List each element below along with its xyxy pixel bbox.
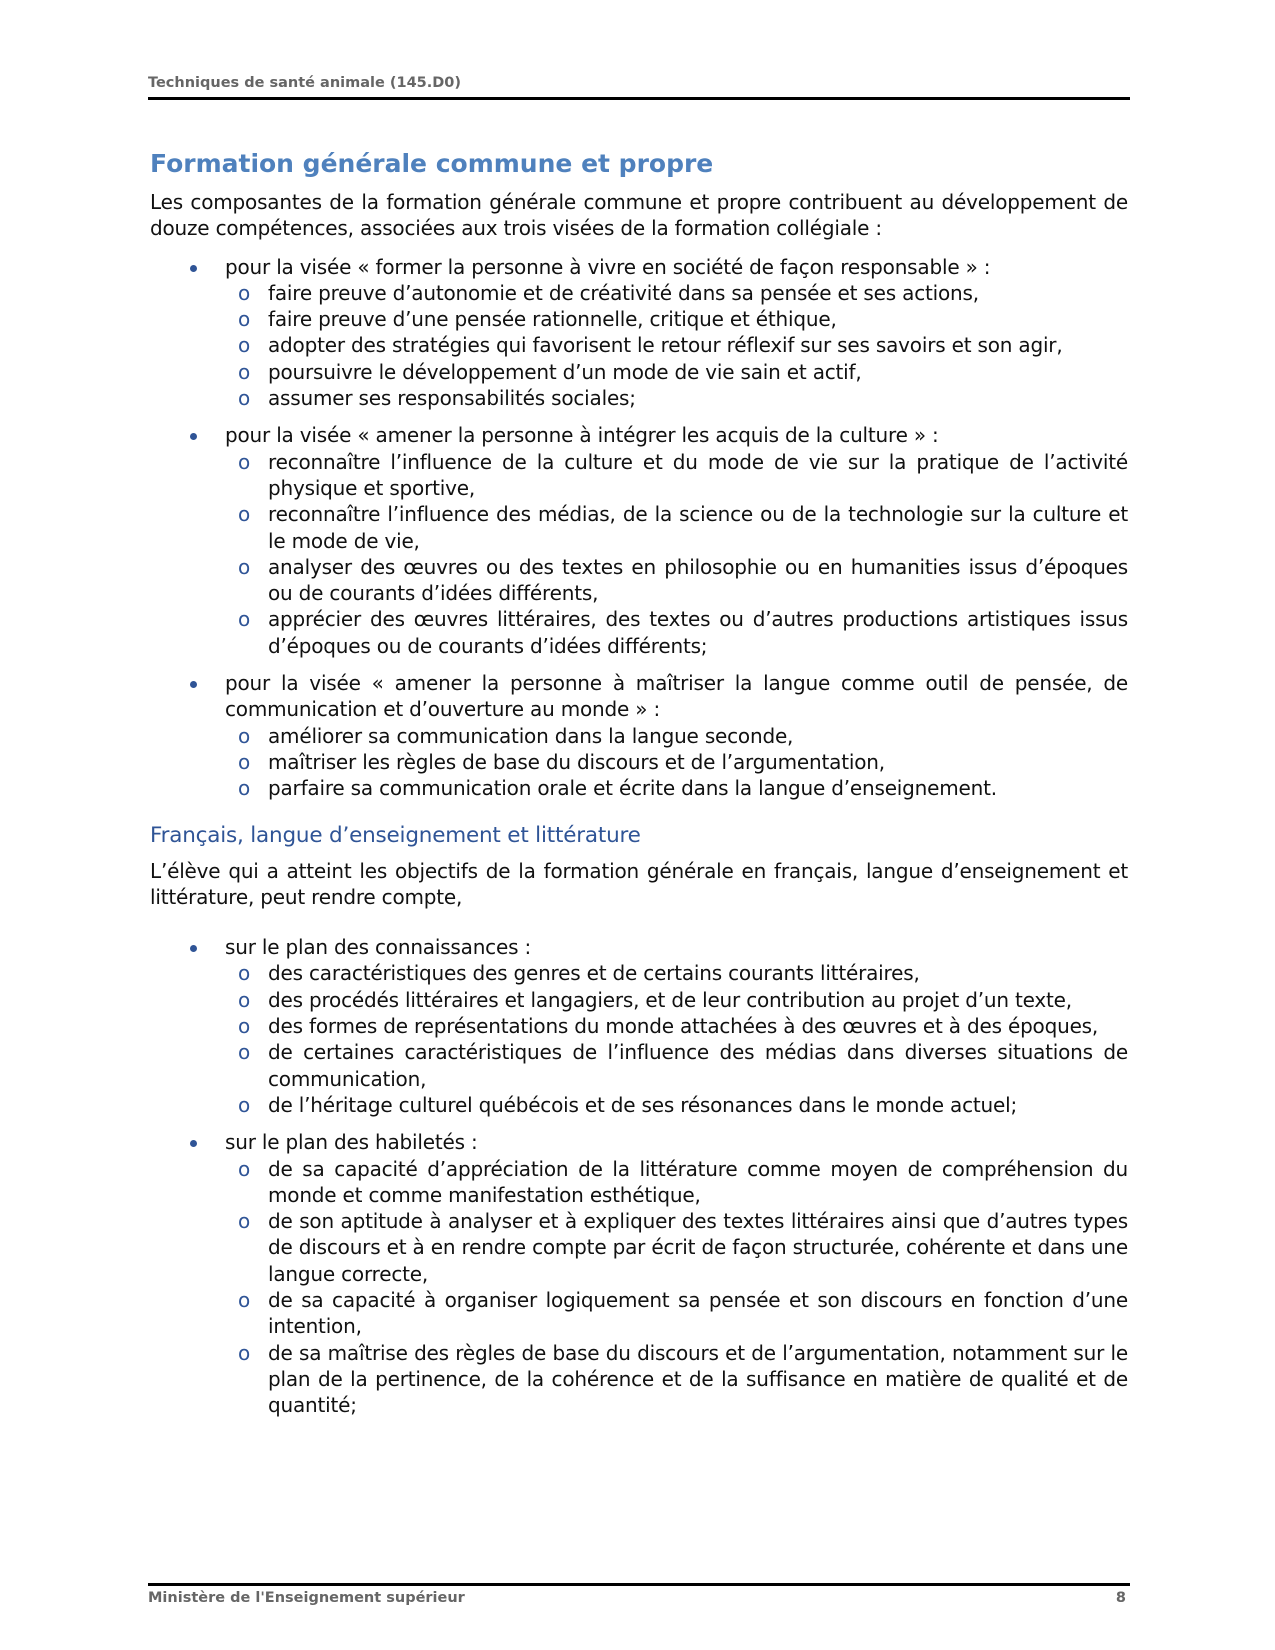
bullet-item	[150, 934, 1128, 1118]
sub-list	[225, 449, 1128, 659]
bullet-icon	[190, 945, 197, 952]
sub-item-text: reconnaître l’influence de la culture et du mode de vie sur la pratique de l’activité physique et sportive,	[268, 449, 1128, 500]
sub-bullet-icon: o	[238, 749, 251, 774]
sub-bullet-icon: o	[238, 1340, 251, 1365]
sub-item-text: de certaines caractéristiques de l’influence des médias dans diverses situations de communication,	[268, 1040, 1128, 1091]
page-number: 8	[1115, 1590, 1126, 1606]
sub-item-text: faire preuve d’autonomie et de créativité dans sa pensée et ses actions,	[268, 280, 979, 305]
bullet-icon	[190, 265, 197, 272]
sub-item-text: de sa capacité d’appréciation de la littérature comme moyen de compréhension du monde et comme manifestation esthétique,	[268, 1156, 1128, 1207]
subsection-intro: L’élève qui a atteint les objectifs de la formation générale en français, langue d’enseignement et littérature, peut rendre compte,	[150, 858, 1128, 909]
section-intro: Les composantes de la formation générale commune et propre contribuent au développement de douze compétences, associées aux trois visées de la formation collégiale :	[150, 190, 1128, 241]
bullet-text: pour la visée « former la personne à vivre en société de façon responsable » :	[225, 254, 991, 279]
sub-item	[225, 1208, 1128, 1287]
bullet-item	[150, 422, 1128, 659]
bullet-icon	[190, 433, 197, 440]
sub-item-text: de sa maîtrise des règles de base du discours et de l’argumentation, notamment sur le plan de la pertinence, de la cohérence et de la suffisance en matière de qualité et de quantité;	[268, 1340, 1128, 1418]
running-header: Techniques de santé animale (145.D0)	[148, 75, 462, 91]
sub-item	[225, 1340, 1128, 1419]
sub-list	[225, 1156, 1128, 1419]
sub-bullet-icon: o	[238, 502, 251, 527]
sub-bullet-icon: o	[238, 280, 251, 305]
bullet-icon	[190, 1140, 197, 1147]
sub-item	[225, 1039, 1128, 1092]
sub-bullet-icon: o	[238, 359, 251, 384]
sub-item-text: des caractéristiques des genres et de certains courants littéraires,	[268, 961, 920, 986]
header-rule	[148, 97, 1130, 100]
sub-bullet-icon: o	[238, 1287, 251, 1312]
sub-bullet-icon: o	[238, 307, 251, 332]
sub-item	[225, 960, 1128, 986]
page-footer	[148, 1590, 1126, 1606]
sub-bullet-icon: o	[238, 449, 251, 474]
sub-bullet-icon: o	[238, 1092, 251, 1117]
sub-item	[225, 554, 1128, 607]
sub-item-text: maîtriser les règles de base du discours et de l’argumentation,	[268, 749, 885, 774]
sub-item	[225, 332, 1128, 358]
sub-item	[225, 1013, 1128, 1039]
sub-bullet-icon: o	[238, 776, 251, 801]
sub-item-text: reconnaître l’influence des médias, de la science ou de la technologie sur la culture et le mode de vie,	[268, 502, 1128, 553]
bullet-text: sur le plan des habiletés :	[225, 1130, 478, 1155]
sub-item	[225, 501, 1128, 554]
sub-list	[225, 280, 1128, 411]
sub-item	[225, 723, 1128, 749]
sub-item	[225, 1156, 1128, 1209]
sub-bullet-icon: o	[238, 987, 251, 1012]
sub-list	[225, 723, 1128, 802]
sub-bullet-icon: o	[238, 554, 251, 579]
section-title: Formation générale commune et propre	[150, 149, 714, 178]
bullet-text: pour la visée « amener la personne à maîtriser la langue comme outil de pensée, de communication et d’ouverture au monde » :	[225, 671, 1128, 722]
sub-bullet-icon: o	[238, 1209, 251, 1234]
sub-item-text: poursuivre le développement d’un mode de vie sain et actif,	[268, 359, 862, 384]
footer-publisher: Ministère de l'Enseignement supérieur	[148, 1590, 465, 1606]
sub-item	[225, 749, 1128, 775]
sub-item-text: de sa capacité à organiser logiquement sa pensée et son discours en fonction d’une intention,	[268, 1287, 1128, 1339]
sub-bullet-icon: o	[238, 1014, 251, 1039]
sub-item-text: améliorer sa communication dans la langue seconde,	[268, 723, 794, 748]
sub-item-text: assumer ses responsabilités sociales;	[268, 386, 636, 411]
sub-bullet-icon: o	[238, 386, 251, 411]
sub-item-text: analyser des œuvres ou des textes en philosophie ou en humanities issus d’époques ou de courants d’idées différents,	[268, 554, 1128, 606]
sub-bullet-icon: o	[238, 333, 251, 358]
sub-list	[225, 960, 1128, 1118]
bullet-icon	[190, 681, 197, 688]
bullet-text: pour la visée « amener la personne à intégrer les acquis de la culture » :	[225, 423, 939, 448]
sub-item-text: apprécier des œuvres littéraires, des textes ou d’autres productions artistiques issus d’époques ou de courants d’idées différents;	[268, 607, 1128, 658]
sub-item	[225, 987, 1128, 1013]
sub-bullet-icon: o	[238, 723, 251, 748]
sub-item	[225, 280, 1128, 306]
sub-item-text: de l’héritage culturel québécois et de ses résonances dans le monde actuel;	[268, 1092, 1018, 1117]
bullet-list	[150, 254, 1128, 802]
sub-bullet-icon: o	[238, 1156, 251, 1181]
sub-bullet-icon: o	[238, 961, 251, 986]
subsection-title: Français, langue d’enseignement et littérature	[150, 822, 641, 848]
sub-bullet-icon: o	[238, 1040, 251, 1065]
sub-item-text: parfaire sa communication orale et écrite dans la langue d’enseignement.	[268, 776, 997, 801]
bullet-text: sur le plan des connaissances :	[225, 935, 531, 960]
page-content	[150, 148, 1128, 1429]
footer-rule	[148, 1583, 1130, 1586]
sub-item	[225, 359, 1128, 385]
sub-item-text: faire preuve d’une pensée rationnelle, critique et éthique,	[268, 307, 837, 332]
sub-item	[225, 385, 1128, 411]
sub-item	[225, 449, 1128, 502]
bullet-item	[150, 1129, 1128, 1418]
sub-item-text: adopter des stratégies qui favorisent le retour réflexif sur ses savoirs et son agir,	[268, 333, 1063, 358]
sub-item	[225, 1287, 1128, 1340]
sub-item-text: des procédés littéraires et langagiers, et de leur contribution au projet d’un texte,	[268, 987, 1072, 1012]
bullet-item	[150, 670, 1128, 801]
sub-item	[225, 1092, 1128, 1118]
sub-item	[225, 306, 1128, 332]
sub-item	[225, 775, 1128, 801]
bullet-item	[150, 254, 1128, 412]
bullet-list	[150, 934, 1128, 1418]
sub-item	[225, 606, 1128, 659]
sub-bullet-icon: o	[238, 607, 251, 632]
sub-item-text: des formes de représentations du monde attachées à des œuvres et à des époques,	[268, 1014, 1099, 1039]
sub-item-text: de son aptitude à analyser et à expliquer des textes littéraires ainsi que d’autres types de discours et à en rendre compte par écrit de façon structurée, cohérente et dans une langue correcte,	[268, 1209, 1128, 1286]
